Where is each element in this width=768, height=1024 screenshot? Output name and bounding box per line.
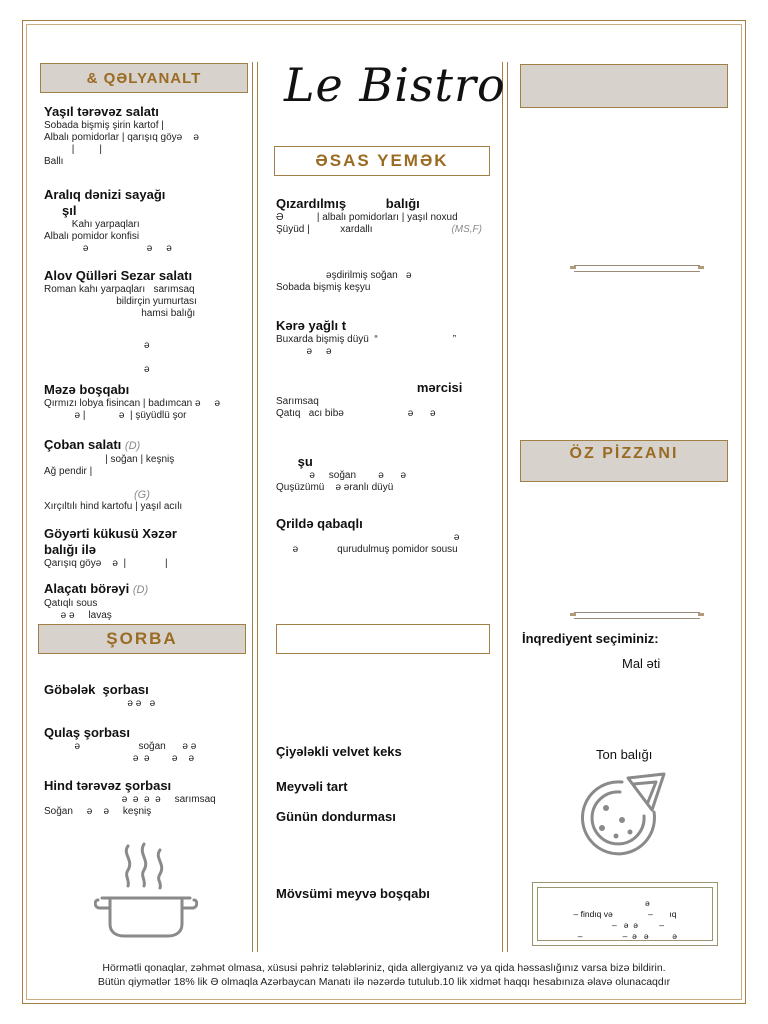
item-desc: Ə | albalı pomidorları | yaşıl noxud Şüyüd | xardallı xyxy=(276,212,458,235)
diet-tag: (MS,F) xyxy=(451,224,482,235)
item-name: Qrildə qabaqlı xyxy=(276,516,363,531)
item-name: Aralıq dənizi sayağı şıl xyxy=(44,187,166,218)
dessert-item xyxy=(276,744,402,760)
item-name: Kərə yağlı t xyxy=(276,318,347,333)
diet-tag: (G) xyxy=(134,489,150,501)
pizza-icon xyxy=(572,770,670,860)
item-desc: Xırçıltılı hind kartofu | yaşıl acılı xyxy=(44,501,183,512)
note-box-text: ə – findıq və – ıq – ə ə – – – ə ə ə xyxy=(537,887,713,941)
item-desc: ə ə xyxy=(144,340,150,375)
footer-prices: Bütün qiymətlər 18% lik Ə olmaqla Azərbaycan Manatı ilə nəzərdə tutulub.10 lik xidmət haqqı hesabınıza əlavə olunacaqdır xyxy=(97,976,671,988)
item-name: Məzə boşqabı xyxy=(44,382,130,397)
item-desc: | soğan | keşniş Ağ pendir | xyxy=(44,454,175,477)
footer-notice: Hörmətli qonaqlar, zəhmət olmasa, xüsusi pəhriz tələbləriniz, qida allergiyanız və ya qida həssaslığınız varsa bizə bildirin. xyxy=(102,962,666,974)
item-desc: ə ə ə ə sarımsaq Soğan ə ə keşniş xyxy=(44,794,216,817)
menu-item xyxy=(276,454,406,494)
item-name: Göyərti kükusü Xəzər balığı ilə xyxy=(44,526,177,557)
pizza-option: Mal əti xyxy=(622,656,661,671)
menu-item xyxy=(44,382,220,422)
diet-tag: (D) xyxy=(132,584,149,596)
item-desc: Qırmızı lobya fisincan | badımcan ə ə ə | ə | şüyüdlü şor xyxy=(44,398,221,421)
item-desc: ə ə qurudulmuş pomidor sousu xyxy=(292,532,460,555)
pizza-ingredients-label: İnqrediyent seçiminiz: xyxy=(522,631,659,646)
pizza-option: Ton balığı xyxy=(596,747,653,762)
item-desc: Kahı yarpaqları Albalı pomidor konfisi ə ə ə xyxy=(44,219,172,254)
menu-item xyxy=(276,270,412,294)
pizza-header: ÖZ PİZZANI xyxy=(520,440,728,482)
item-desc: Qatıqlı sous ə ə lavaş xyxy=(44,598,112,621)
main-course-header: ƏSAS YEMƏK xyxy=(274,146,490,176)
menu-item xyxy=(44,437,174,478)
diet-tag: (D) xyxy=(124,440,141,452)
bistro-logo: Le Bistro xyxy=(284,58,506,112)
menu-item xyxy=(276,196,486,236)
item-name: Yaşıl tərəvəz salatı xyxy=(44,104,159,119)
menu-item xyxy=(276,380,462,420)
menu-item xyxy=(44,778,216,818)
item-desc: Sobada bişmiş şirin kartof | Albalı pomidorlar | qarışıq göyə ə | | Ballı xyxy=(44,120,199,167)
menu-item xyxy=(44,725,196,765)
menu-item xyxy=(44,104,199,168)
dessert-item xyxy=(276,779,348,795)
menu-item xyxy=(276,318,456,358)
item-name: Çiyələkli velvet keks xyxy=(276,744,402,759)
item-name: Alov Qülləri Sezar salatı xyxy=(44,268,193,283)
item-desc: Buxarda bişmiş düyü “ ” ə ə xyxy=(276,334,457,357)
item-name: Hind tərəvəz şorbası xyxy=(44,778,172,793)
item-desc: ə soğan ə ə Quşüzümü ə əranlı düyü xyxy=(276,470,407,493)
item-name: Qulaş şorbası xyxy=(44,725,130,740)
menu-item xyxy=(44,581,148,622)
dessert-header xyxy=(276,624,490,654)
dessert-item xyxy=(276,886,430,902)
menu-item xyxy=(276,516,459,556)
right-top-header xyxy=(520,64,728,108)
item-name: Günün dondurması xyxy=(276,809,396,824)
column-divider-left xyxy=(252,62,258,952)
item-name: mərcisi xyxy=(276,380,463,395)
menu-item xyxy=(44,187,172,255)
item-desc: Roman kahı yarpaqları sarımsaq bildirçin yumurtası hamsi balığı xyxy=(44,284,197,319)
item-desc: ə soğan ə ə ə ə ə ə xyxy=(74,741,197,764)
ornament-divider xyxy=(574,265,700,272)
menu-item xyxy=(44,526,177,570)
item-name: şu xyxy=(276,454,313,469)
menu-item xyxy=(44,268,197,320)
item-name: Göbələk şorbası xyxy=(44,682,149,697)
menu-item xyxy=(44,340,150,376)
item-name: Çoban salatı xyxy=(44,437,122,452)
menu-item xyxy=(44,682,155,710)
item-name: Mövsümi meyvə boşqabı xyxy=(276,886,430,901)
ornament-divider xyxy=(574,612,700,619)
item-name: Alaçatı börəyi xyxy=(44,581,130,596)
item-desc: ə ə ə xyxy=(44,698,156,709)
item-desc: Sarımsaq Qatıq acı bibə ə ə xyxy=(276,396,436,419)
menu-item xyxy=(44,489,182,513)
appetizers-header: & QƏLYANALT xyxy=(40,63,248,93)
soup-pot-icon xyxy=(94,842,198,940)
soup-header: ŞORBA xyxy=(38,624,246,654)
column-divider-right xyxy=(502,62,508,952)
item-desc: əşdirilmiş soğan ə Sobada bişmiş keşyu xyxy=(276,270,412,293)
dessert-item xyxy=(276,809,396,825)
item-name: Meyvəli tart xyxy=(276,779,348,794)
note-box xyxy=(532,882,718,946)
item-desc: Qarışıq göyə ə | | xyxy=(44,558,168,569)
item-name: Qızardılmış balığı xyxy=(276,196,420,211)
